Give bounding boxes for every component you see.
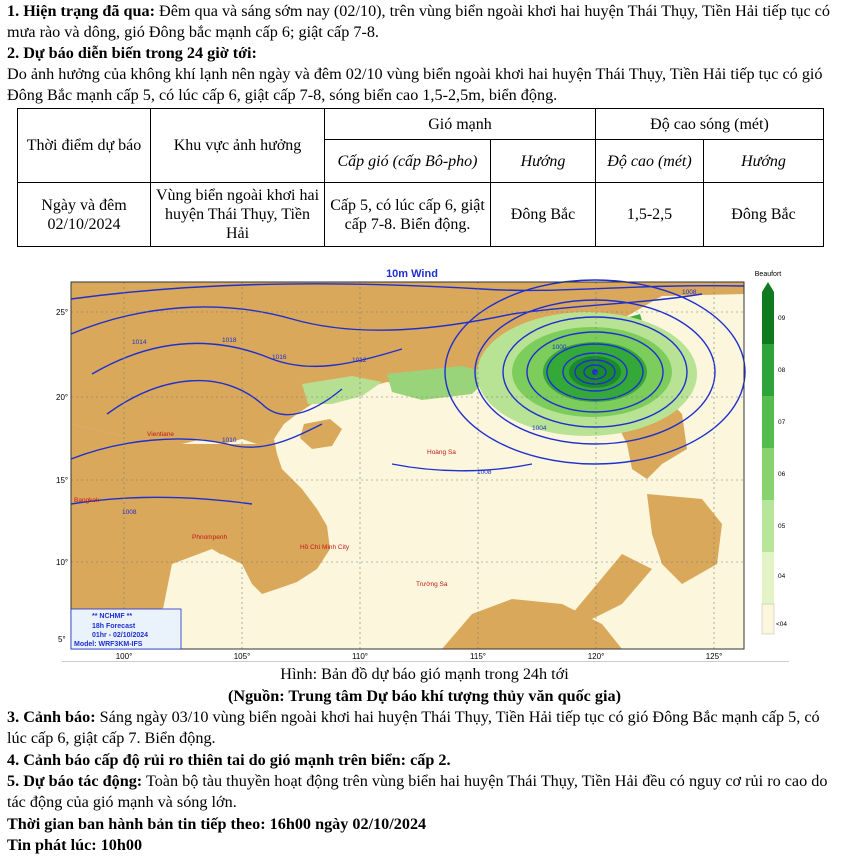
isobar-label: 1008 xyxy=(122,509,137,516)
scale-tick: <04 xyxy=(776,621,788,628)
section-current-state xyxy=(7,1,839,43)
place-phnompenh: Phnompenh xyxy=(192,534,228,541)
header-wave-height: Độ cao (mét) xyxy=(596,140,704,183)
scale-tick: 04 xyxy=(778,573,786,580)
stamp-org: ** NCHMF ** xyxy=(92,613,133,620)
lat-label: 25° xyxy=(56,308,69,317)
figure-source: (Nguồn: Trung tâm Dự báo khí tượng thủy văn quốc gia) xyxy=(228,687,621,705)
section-impact-label: 5. Dự báo tác động: xyxy=(7,772,143,790)
section-forecast-text: Do ảnh hưởng của không khí lạnh nên ngày và đêm 02/10 vùng biển ngoài khơi hai huyện Thái Thụy, Tiền Hải tiếp tục có gió Đông Bắc mạnh cấp 5, có lúc cấp 6, giật cấp 7-8, sóng biển cao 1,5-2,5m, biển động. xyxy=(7,65,823,104)
section-warning-label: 3. Cảnh báo: xyxy=(7,708,96,726)
place-vientiane: Vientiane xyxy=(147,431,174,438)
header-wave-direction: Hướng xyxy=(704,140,824,183)
section-warning-text: Sáng ngày 03/10 vùng biển ngoài khơi hai huyện Thái Thụy, Tiền Hải tiếp tục có gió Đông Bắc mạnh cấp 5, có lúc cấp 6, giật cấp 7. Biển động. xyxy=(7,708,820,747)
cell-wave-direction: Đông Bắc xyxy=(704,183,824,247)
cell-time: Ngày và đêm 02/10/2024 xyxy=(18,183,151,247)
scale-title: Beaufort xyxy=(754,271,782,278)
issued-at: Tin phát lúc: 10h00 xyxy=(7,836,143,854)
isobar-label: 1012 xyxy=(352,357,367,364)
section-warning xyxy=(7,707,839,749)
section-current-state-text: Đêm qua và sáng sớm nay (02/10), trên vùng biển ngoài khơi hai huyện Thái Thụy, Tiền Hải tiếp tục có mưa rào và dông, gió Đông bắc mạnh cấp 6; giật cấp 7-8. xyxy=(7,2,830,41)
lon-label: 100° xyxy=(115,652,133,661)
place-spratly: Trường Sa xyxy=(416,581,448,588)
cell-wind-level: Cấp 5, có lúc cấp 6, giật cấp 7-8. Biển động. xyxy=(325,183,491,247)
next-issue-time: Thời gian ban hành bản tin tiếp theo: 16h00 ngày 02/10/2024 xyxy=(7,815,427,833)
lon-label: 105° xyxy=(233,652,251,661)
stamp-line3: Model: WRF3KM-IFS xyxy=(74,641,143,648)
scale-tick: 05 xyxy=(778,523,786,530)
figure-caption: Hình: Bản đồ dự báo gió mạnh trong 24h tới xyxy=(280,665,569,683)
header-wind-direction: Hướng xyxy=(491,140,596,183)
place-hcmc: Hồ Chí Minh City xyxy=(300,544,350,551)
isobar-label: 1018 xyxy=(222,337,237,344)
isobar-label: 1000 xyxy=(552,344,567,351)
header-wave: Độ cao sóng (mét) xyxy=(596,109,824,140)
map-title: 10m Wind xyxy=(386,268,438,280)
place-bangkok: Bangkok xyxy=(74,497,100,504)
scale-tick: 09 xyxy=(778,315,786,322)
isobar-label: 1016 xyxy=(272,354,287,361)
lat-label: 15° xyxy=(56,476,69,485)
lat-label: 20° xyxy=(56,393,69,402)
forecast-table xyxy=(17,108,824,247)
scale-tick: 08 xyxy=(778,367,786,374)
beaufort-scale xyxy=(762,292,774,634)
typhoon-center xyxy=(592,369,598,375)
stamp-line2: 01hr - 02/10/2024 xyxy=(92,632,149,639)
lon-label: 115° xyxy=(470,652,486,661)
figure-divider xyxy=(62,661,789,662)
lat-label: 10° xyxy=(56,558,69,567)
cell-wave-height: 1,5-2,5 xyxy=(596,183,704,247)
header-wind-level: Cấp gió (cấp Bô-pho) xyxy=(325,140,491,183)
lon-label: 110° xyxy=(352,652,368,661)
table-row xyxy=(18,183,824,247)
lon-label: 125° xyxy=(705,652,723,661)
wind-forecast-map xyxy=(56,264,789,661)
section-current-state-label: 1. Hiện trạng đã qua: xyxy=(7,2,155,20)
place-paracel: Hoàng Sa xyxy=(427,449,456,456)
isobar-label: 1014 xyxy=(132,339,147,346)
isobar-label: 1008 xyxy=(682,289,697,296)
section-impact-text: Toàn bộ tàu thuyền hoạt động trên vùng biển hai huyện Thái Thụy, Tiền Hải đều có nguy cơ rủi ro cao do tác động của gió mạnh và sóng lớn. xyxy=(7,772,828,811)
lat-label: 5° xyxy=(58,635,66,644)
cell-wind-direction: Đông Bắc xyxy=(491,183,596,247)
section-impact xyxy=(7,771,839,813)
scale-tick: 07 xyxy=(778,419,786,426)
header-area: Khu vực ảnh hưởng xyxy=(151,109,325,183)
isobar-label: 1010 xyxy=(222,437,237,444)
header-wind: Gió mạnh xyxy=(325,109,596,140)
isobar-label: 1008 xyxy=(477,469,492,476)
stamp-line1: 18h Forecast xyxy=(92,623,136,630)
section-forecast-heading: 2. Dự báo diễn biến trong 24 giờ tới: xyxy=(7,44,257,62)
cell-area: Vùng biển ngoài khơi hai huyện Thái Thụy, Tiền Hải xyxy=(151,183,325,247)
section-risk-level: 4. Cảnh báo cấp độ rủi ro thiên tai do gió mạnh trên biển: cấp 2. xyxy=(7,751,451,769)
isobar-label: 1004 xyxy=(532,425,547,432)
header-time: Thời điểm dự báo xyxy=(18,109,151,183)
scale-tick: 06 xyxy=(778,471,786,478)
lon-label: 120° xyxy=(587,652,605,661)
